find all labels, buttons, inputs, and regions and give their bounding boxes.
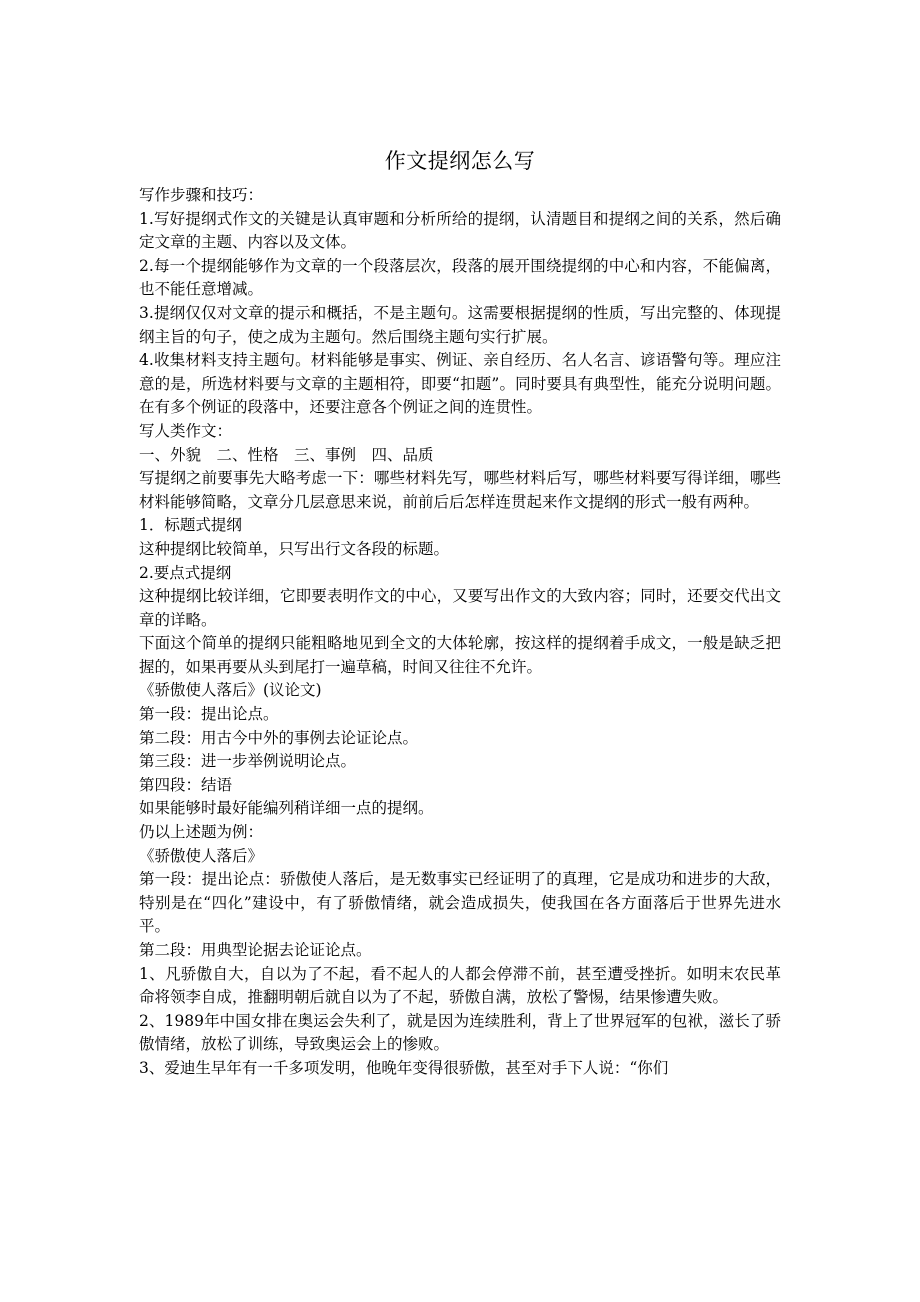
paragraph: 一、外貌 二、性格 三、事例 四、品质 [139, 445, 434, 464]
paragraph: 1.写好提纲式作文的关键是认真审题和分析所给的提纲，认清题目和提纲之间的关系，然后确定文章的主题、内容以及文体。 [139, 209, 781, 252]
paragraph: 第四段：结语 [139, 775, 233, 794]
section-heading: 写人类作文： [139, 421, 233, 440]
document-body [139, 184, 781, 1081]
paragraph: 第一段：提出论点：骄傲使人落后，是无数事实已经证明了的真理，它是成功和进步的大敌，特别是在“四化”建设中，有了骄傲情绪，就会造成损失，使我国在各方面落后于世界先进水平。 [139, 870, 781, 936]
paragraph: 这种提纲比较详细，它即要表明作文的中心，又要写出作文的大致内容；同时，还要交代出文章的详略。 [139, 587, 781, 629]
paragraph: 2.每一个提纲能够作为文章的一个段落层次，段落的展开围绕提纲的中心和内容，不能偏离，也不能任意增减。 [139, 256, 781, 299]
paragraph: 4.收集材料支持主题句。材料能够是事实、例证、亲自经历、名人名言、谚语警句等。理应注意的是，所选材料要与文章的主题相符，即要“扣题”。同时要具有典型性，能充分说明问题。在有多个例证的段落中，还要注意各个例证之间的连贯性。 [139, 351, 781, 417]
paragraph: 3、爱迪生早年有一千多项发明，他晚年变得很骄傲，甚至对手下人说：“你们 [139, 1058, 669, 1077]
paragraph: 仍以上述题为例： [139, 823, 264, 842]
paragraph: 写提纲之前要事先大略考虑一下：哪些材料先写，哪些材料后写，哪些材料要写得详细，哪些材料能够简略，文章分几层意思来说，前前后后怎样连贯起来作文提纲的形式一般有两种。 [139, 469, 781, 511]
paragraph: 2、1989年中国女排在奥运会失利了，就是因为连续胜利，背上了世界冠军的包袱，滋长了骄傲情绪，放松了训练，导致奥运会上的惨败。 [139, 1011, 781, 1054]
paragraph: 下面这个简单的提纲只能粗略地见到全文的大体轮廓，按这样的提纲着手成文，一般是缺乏把握的，如果再要从头到尾打一遍草稿，时间又往往不允许。 [139, 634, 781, 676]
paragraph: 这种提纲比较简单，只写出行文各段的标题。 [139, 539, 450, 558]
document-title: 作文提纲怎么写 [384, 149, 536, 173]
paragraph: 《骄傲使人落后》 [139, 846, 264, 865]
paragraph: 第三段：进一步举例说明论点。 [139, 752, 357, 771]
paragraph: 3.提纲仅仅对文章的提示和概括，不是主题句。这需要根据提纲的性质，写出完整的、体现提纲主旨的句子，使之成为主题句。然后围绕主题句实行扩展。 [139, 303, 781, 346]
paragraph: 如果能够时最好能编列稍详细一点的提纲。 [139, 799, 434, 818]
paragraph: 1．标题式提纲 [139, 516, 242, 535]
paragraph: 2.要点式提纲 [139, 563, 232, 582]
paragraph: 第二段：用典型论据去论证论点。 [139, 941, 372, 959]
paragraph: 1、凡骄傲自大，自以为了不起，看不起人的人都会停滞不前，甚至遭受挫折。如明末农民革命将领李自成，推翻明朝后就自以为了不起，骄傲自满，放松了警惕，结果惨遭失败。 [139, 964, 781, 1007]
section-heading: 写作步骤和技巧： [139, 186, 264, 204]
paragraph: 《骄傲使人落后》(议论文) [139, 681, 322, 700]
paragraph: 第二段：用古今中外的事例去论证论点。 [139, 728, 419, 747]
paragraph: 第一段：提出论点。 [139, 705, 279, 724]
